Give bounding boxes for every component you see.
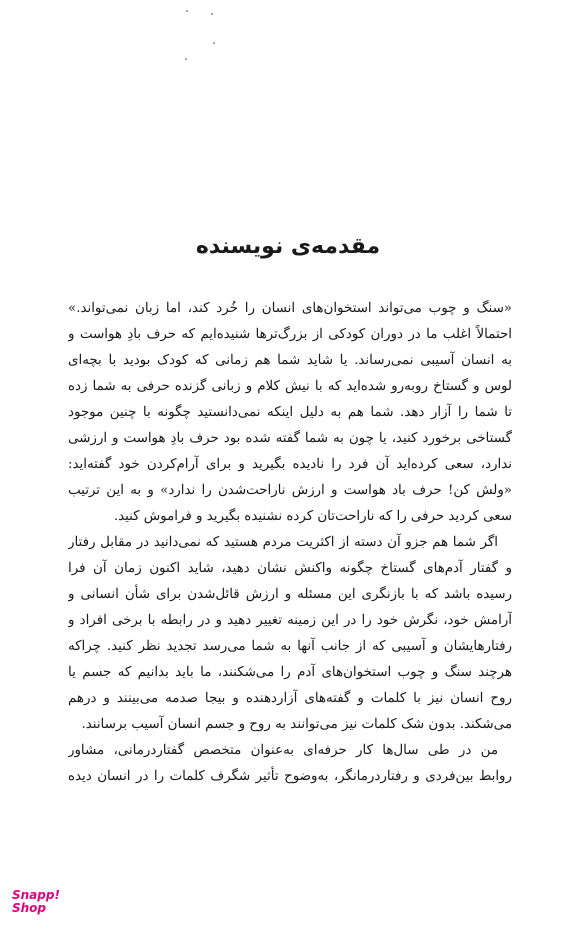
text-line: هرچند سنگ و چوب استخوان‌های آدم را می‌شکنند، ما باید بدانیم که جسم یا [68,665,512,680]
scan-speck [211,13,213,15]
text-line: من در طی سال‌ها کار حرفه‌ای به‌عنوان متخصص گفتاردرمانی، مشاور [68,743,498,758]
text-line: «سنگ و چوب می‌تواند استخوان‌های انسان را خُرد کند، اما زبان نمی‌تواند.» [68,301,512,316]
text-line: و گفتار آدم‌های گستاخ چگونه واکنش نشان دهید، شاید اکنون زمان آن فرا [68,561,512,576]
text-line: می‌شکند. بدون شک کلمات نیز می‌توانند به روح و جسم انسان آسیب برسانند. [81,717,512,732]
scan-speck [185,58,187,60]
logo-line-1: Snapp! [12,888,60,902]
page-title: مقدمه‌ی نویسنده [195,234,381,259]
snapp-shop-logo [12,889,72,915]
logo-line-2: Shop [12,901,47,915]
text-line: لوس و گستاخ روبه‌رو شده‌اید که با نیش کلام و زبانی گزنده حرفی به شما زده [68,379,512,394]
text-line: «ولش کن! حرف باد هواست و ارزش ناراحت‌شدن را ندارد» و به این ترتیب [68,483,512,498]
body-text [68,296,512,790]
scan-speck [213,42,215,44]
text-line: به انسان آسیبی نمی‌رساند. یا شاید شما هم زمانی که کودک بودید با بچه‌ای [68,353,512,368]
text-line: رسیده باشد که با بازنگری این مسئله و ارزش قائل‌شدن برای شأن انسانی و [68,587,512,602]
text-line: آرامش خود، نگرش خود را در این زمینه تغییر دهید و در رابطه با برخی افراد و [68,613,512,628]
text-line: احتمالاً اغلب ما در دوران کودکی از بزرگ‌ترها شنیده‌ایم که حرف بادِ هواست و [68,327,512,342]
text-line: ندارد، سعی کرده‌اید آن فرد را نادیده بگیرید و برای آرام‌کردن خود گفته‌اید: [68,457,512,472]
text-line: اگر شما هم جزو آن دسته از اکثریت مردم هستید که نمی‌دانید در مقابل رفتار [68,535,498,550]
scan-speck [186,10,188,12]
text-line: گستاخی برخورد کنید، یا چون به شما گفته شده بود حرف بادِ هواست و ارزشی [68,431,512,446]
text-line: روابط بین‌فردی و رفتاردرمانگر، به‌وضوح تأثیر شگرف کلمات را در انسان دیده [68,769,512,784]
text-line: سعی کردید حرفی را که ناراحت‌تان کرده نشنیده بگیرید و فراموش کنید. [113,509,512,524]
text-line: روح انسان نیز با کلمات و گفته‌های آزاردهنده و بیجا صدمه می‌بینند و درهم [68,691,512,706]
text-line: رفتارهایشان و آسیبی که از جانب آنها به شما می‌رسد تجدید نظر کنید. چراکه [68,639,512,654]
text-line: تا شما را آزار دهد. شما هم به دلیل اینکه نمی‌دانستید چگونه با چنین موجود [68,405,512,420]
